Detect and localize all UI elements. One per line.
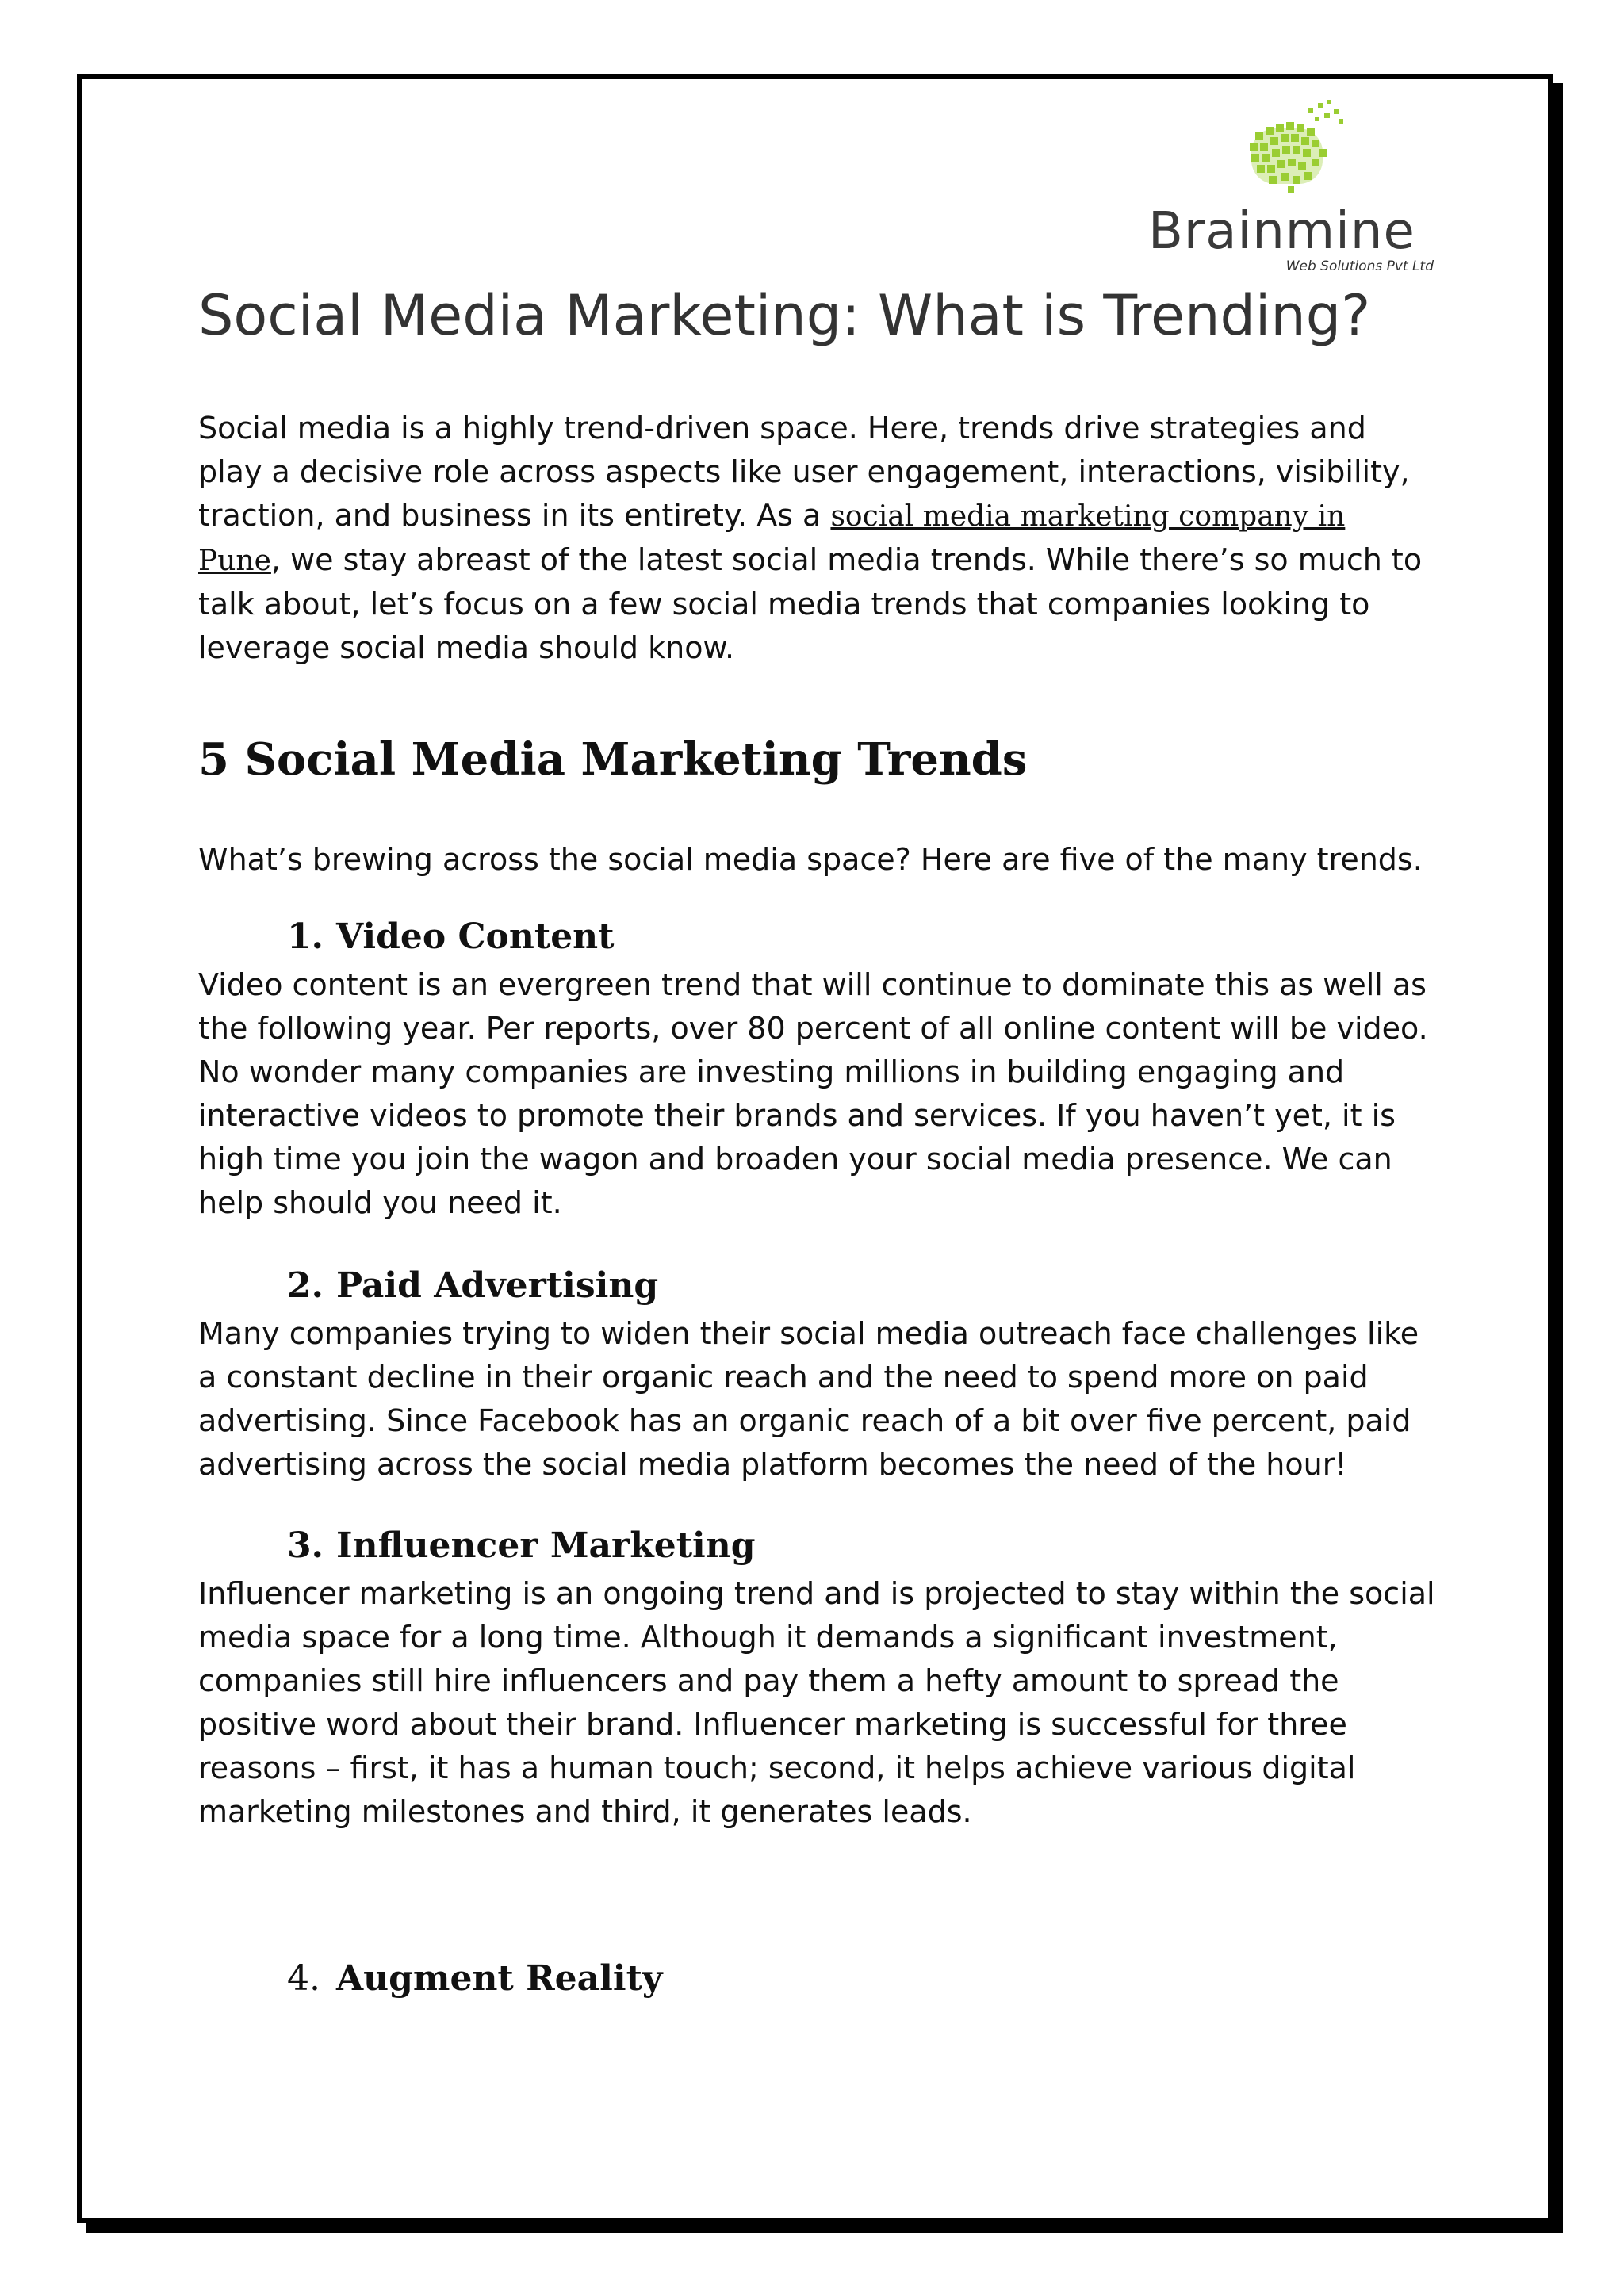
page-title: Social Media Marketing: What is Trending?	[198, 283, 1371, 348]
section-lead: What’s brewing across the social media space? Here are five of the many trends.	[198, 842, 1423, 877]
brand-logo	[1148, 97, 1434, 279]
trend-number: 3.	[287, 1525, 324, 1566]
intro-paragraph	[198, 407, 1435, 670]
trend-heading-video-content	[287, 916, 615, 959]
trend-heading-paid-advertising	[287, 1265, 658, 1307]
trend-number: 1.	[287, 916, 324, 957]
trend-title: Augment Reality	[336, 1958, 663, 1999]
company-link[interactable]: social media marketing company in Pune	[198, 500, 1346, 577]
trend-title: Paid Advertising	[336, 1265, 659, 1306]
trend-heading-influencer-marketing	[287, 1525, 756, 1567]
brand-name: Brainmine	[1148, 202, 1415, 261]
trend-title: Influencer Marketing	[336, 1525, 756, 1566]
intro-text-start: Social media is a highly trend-driven space. Here, trends drive strategies and play a decisive role across aspects like user engagement, interactions, visibility, traction, and business in its entirety. As a	[198, 411, 1410, 533]
trend-body-influencer-marketing: Influencer marketing is an ongoing trend and is projected to stay within the social media space for a long time. Although it demands a significant investment, companies still hire influencers and pay them a hefty amount to spread the positive word about their brand. Influencer marketing is successful for three reasons – first, it has a human touch; second, it helps achieve various digital marketing milestones and third, it generates leads.	[198, 1576, 1435, 1829]
trend-body-video-content: Video content is an evergreen trend that will continue to dominate this as well as the following year. Per reports, over 80 percent of all online content will be video. No wonder many companies are investing millions in building engaging and interactive videos to promote their brands and services. If you haven’t yet, it is high time you join the wagon and broaden your social media presence. We can help should you need it.	[198, 967, 1428, 1220]
trend-body-paid-advertising: Many companies trying to widen their social media outreach face challenges like a constant decline in their organic reach and the need to spend more on paid advertising. Since Facebook has an organic reach of a bit over five percent, paid advertising across the social media platform becomes the need of the hour!	[198, 1316, 1419, 1482]
intro-text-end: , we stay abreast of the latest social media trends. While there’s so much to talk about, let’s focus on a few social media trends that companies looking to leverage social media should know.	[198, 542, 1423, 665]
brain-icon	[1235, 97, 1354, 204]
trend-number: 4.	[287, 1958, 320, 1999]
trend-heading-augment-reality	[287, 1958, 662, 2000]
brand-subtitle: Web Solutions Pvt Ltd	[1285, 258, 1434, 274]
trend-title: Video Content	[336, 916, 615, 957]
trend-number: 2.	[287, 1265, 324, 1306]
section-heading: 5 Social Media Marketing Trends	[198, 733, 1028, 786]
